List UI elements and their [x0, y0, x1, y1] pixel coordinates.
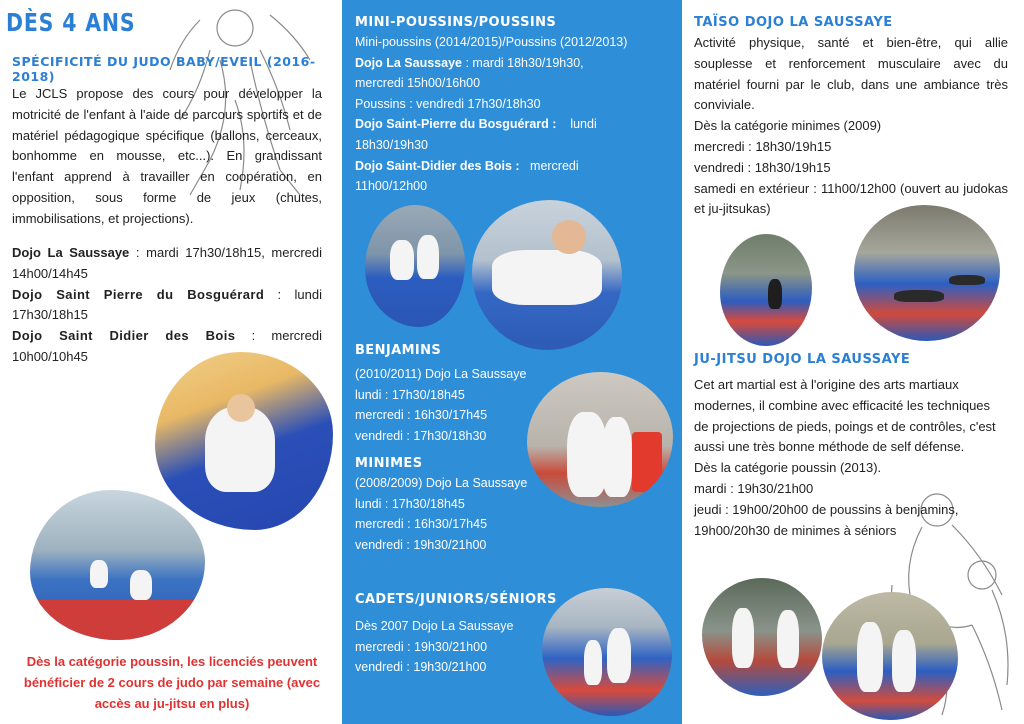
taiso-heading: TAÏSO DOJO LA SAUSSAYE: [694, 15, 893, 30]
jujitsu-heading: JU-JITSU DOJO LA SAUSSAYE: [694, 352, 911, 367]
child-judo-photo: [155, 352, 333, 530]
cadets-heading: CADETS/JUNIORS/SÉNIORS: [355, 592, 557, 607]
schedule-line: lundi : 17h30/18h45: [355, 496, 465, 511]
dojo-children-photo: [30, 490, 205, 640]
taiso-dojo-photo-1: [720, 234, 812, 346]
mini-poussins-section: [355, 15, 669, 197]
schedule-line: Dès la catégorie minimes (2009): [694, 118, 882, 134]
taiso-dojo-photo-2: [854, 205, 1000, 341]
jujitsu-photo-2: [822, 592, 958, 720]
schedule-line: lundi : 17h30/18h45: [355, 387, 465, 402]
minimes-section: [355, 456, 555, 555]
taiso-description: Activité physique, santé et bien-être, qui allie souplesse et renforcement musculaire avec du matériel fourni par le club, dans une ambiance très conviviale.: [694, 35, 1008, 113]
baby-judo-heading: SPÉCIFICITÉ DU JUDO BABY/EVEIL (2016-2018): [12, 54, 316, 84]
schedule-line: mercredi : 19h30/21h00: [355, 639, 488, 654]
schedule-line: mardi : 19h30/21h00: [694, 480, 814, 496]
schedule-line: Dojo La Saussaye : mardi 17h30/18h15, mercredi 14h00/14h45: [12, 245, 322, 281]
schedule-line: Dès 2007 Dojo La Saussaye: [355, 619, 514, 633]
jujitsu-photo-1: [702, 578, 822, 696]
two-courses-note: Dès la catégorie poussin, les licenciés peuvent bénéficier de 2 cours de judo par semaine (avec accès au ju-jitsu en plus): [23, 654, 321, 711]
benjamins-section: [355, 343, 555, 446]
schedule-line: Dojo Saint-Didier des Bois : mercredi: [355, 158, 579, 173]
schedule-line: mercredi : 18h30/19h15: [694, 138, 832, 154]
schedule-line: jeudi : 19h00/20h00 de poussins à benjamins,: [694, 501, 959, 517]
cadets-section: [355, 592, 555, 678]
schedule-line: 18h30/19h30: [355, 137, 428, 152]
baby-schedule: [12, 243, 322, 368]
baby-judo-description: Le JCLS propose des cours pour développer la motricité de l'enfant à l'aide de parcours sportifs et de matériel pédagogique spécifique (ballons, cerceaux, bonhomme en mousse, etc...). En grandissant l'enfant apprend à travailler en coopération, en opposition, sous forme de jeux (chutes, immobilisations, et projections).: [12, 86, 322, 226]
schedule-line: vendredi : 17h30/18h30: [355, 428, 487, 443]
schedule-line: Dès la catégorie poussin (2013).: [694, 460, 882, 476]
schedule-line: 19h00/20h30 de minimes à séniors: [694, 522, 897, 538]
schedule-line: mercredi : 16h30/17h45: [355, 408, 488, 423]
mini-poussins-heading: MINI-POUSSINS/POUSSINS: [355, 15, 557, 30]
schedule-line: mercredi : 16h30/17h45: [355, 517, 488, 532]
schedule-line: Dojo Saint Didier des Bois : mercredi 10h00/10h45: [12, 328, 322, 364]
right-panel: [682, 0, 1024, 724]
middle-panel: [342, 0, 682, 724]
schedule-line: vendredi : 19h30/21h00: [355, 537, 487, 552]
seniors-dojo-photo: [542, 588, 672, 716]
benjamins-heading: BENJAMINS: [355, 343, 442, 358]
jujitsu-description: Cet art martial est à l'origine des arts martiaux modernes, il combine avec efficacité les techniques de projections de pieds, poings et de contrôles, c'est aussi une très bonne méthode de self défense.: [694, 377, 996, 455]
schedule-line: mercredi 15h00/16h00: [355, 76, 481, 91]
schedule-line: (2008/2009) Dojo La Saussaye: [355, 476, 528, 490]
schedule-line: Poussins : vendredi 17h30/18h30: [355, 96, 541, 111]
minimes-heading: MINIMES: [355, 456, 423, 471]
schedule-line: vendredi : 19h30/21h00: [355, 660, 487, 675]
taiso-section: [694, 15, 1008, 220]
standing-judo-photo: [527, 372, 673, 507]
schedule-line: (2010/2011) Dojo La Saussaye: [355, 367, 527, 381]
schedule-line: Dojo La Saussaye : mardi 18h30/19h30,: [355, 55, 584, 70]
schedule-line: Dojo Saint Pierre du Bosguérard : lundi 17h30/18h15: [12, 286, 322, 323]
schedule-line: 11h00/12h00: [355, 179, 428, 194]
schedule-line: samedi en extérieur : 11h00/12h00 (ouvert au judokas et ju-jitsukas): [694, 180, 1008, 217]
left-panel: [0, 0, 342, 724]
schedule-line: Dojo Saint-Pierre du Bosguérard : lundi: [355, 117, 597, 132]
schedule-line: vendredi : 18h30/19h15: [694, 159, 831, 175]
jujitsu-section: [694, 352, 1008, 541]
years-line: Mini-poussins (2014/2015)/Poussins (2012/2013): [355, 35, 628, 49]
groundwork-photo: [472, 200, 622, 350]
page-title: DÈS 4 ANS: [6, 8, 136, 37]
kids-fighting-photo: [365, 205, 465, 327]
